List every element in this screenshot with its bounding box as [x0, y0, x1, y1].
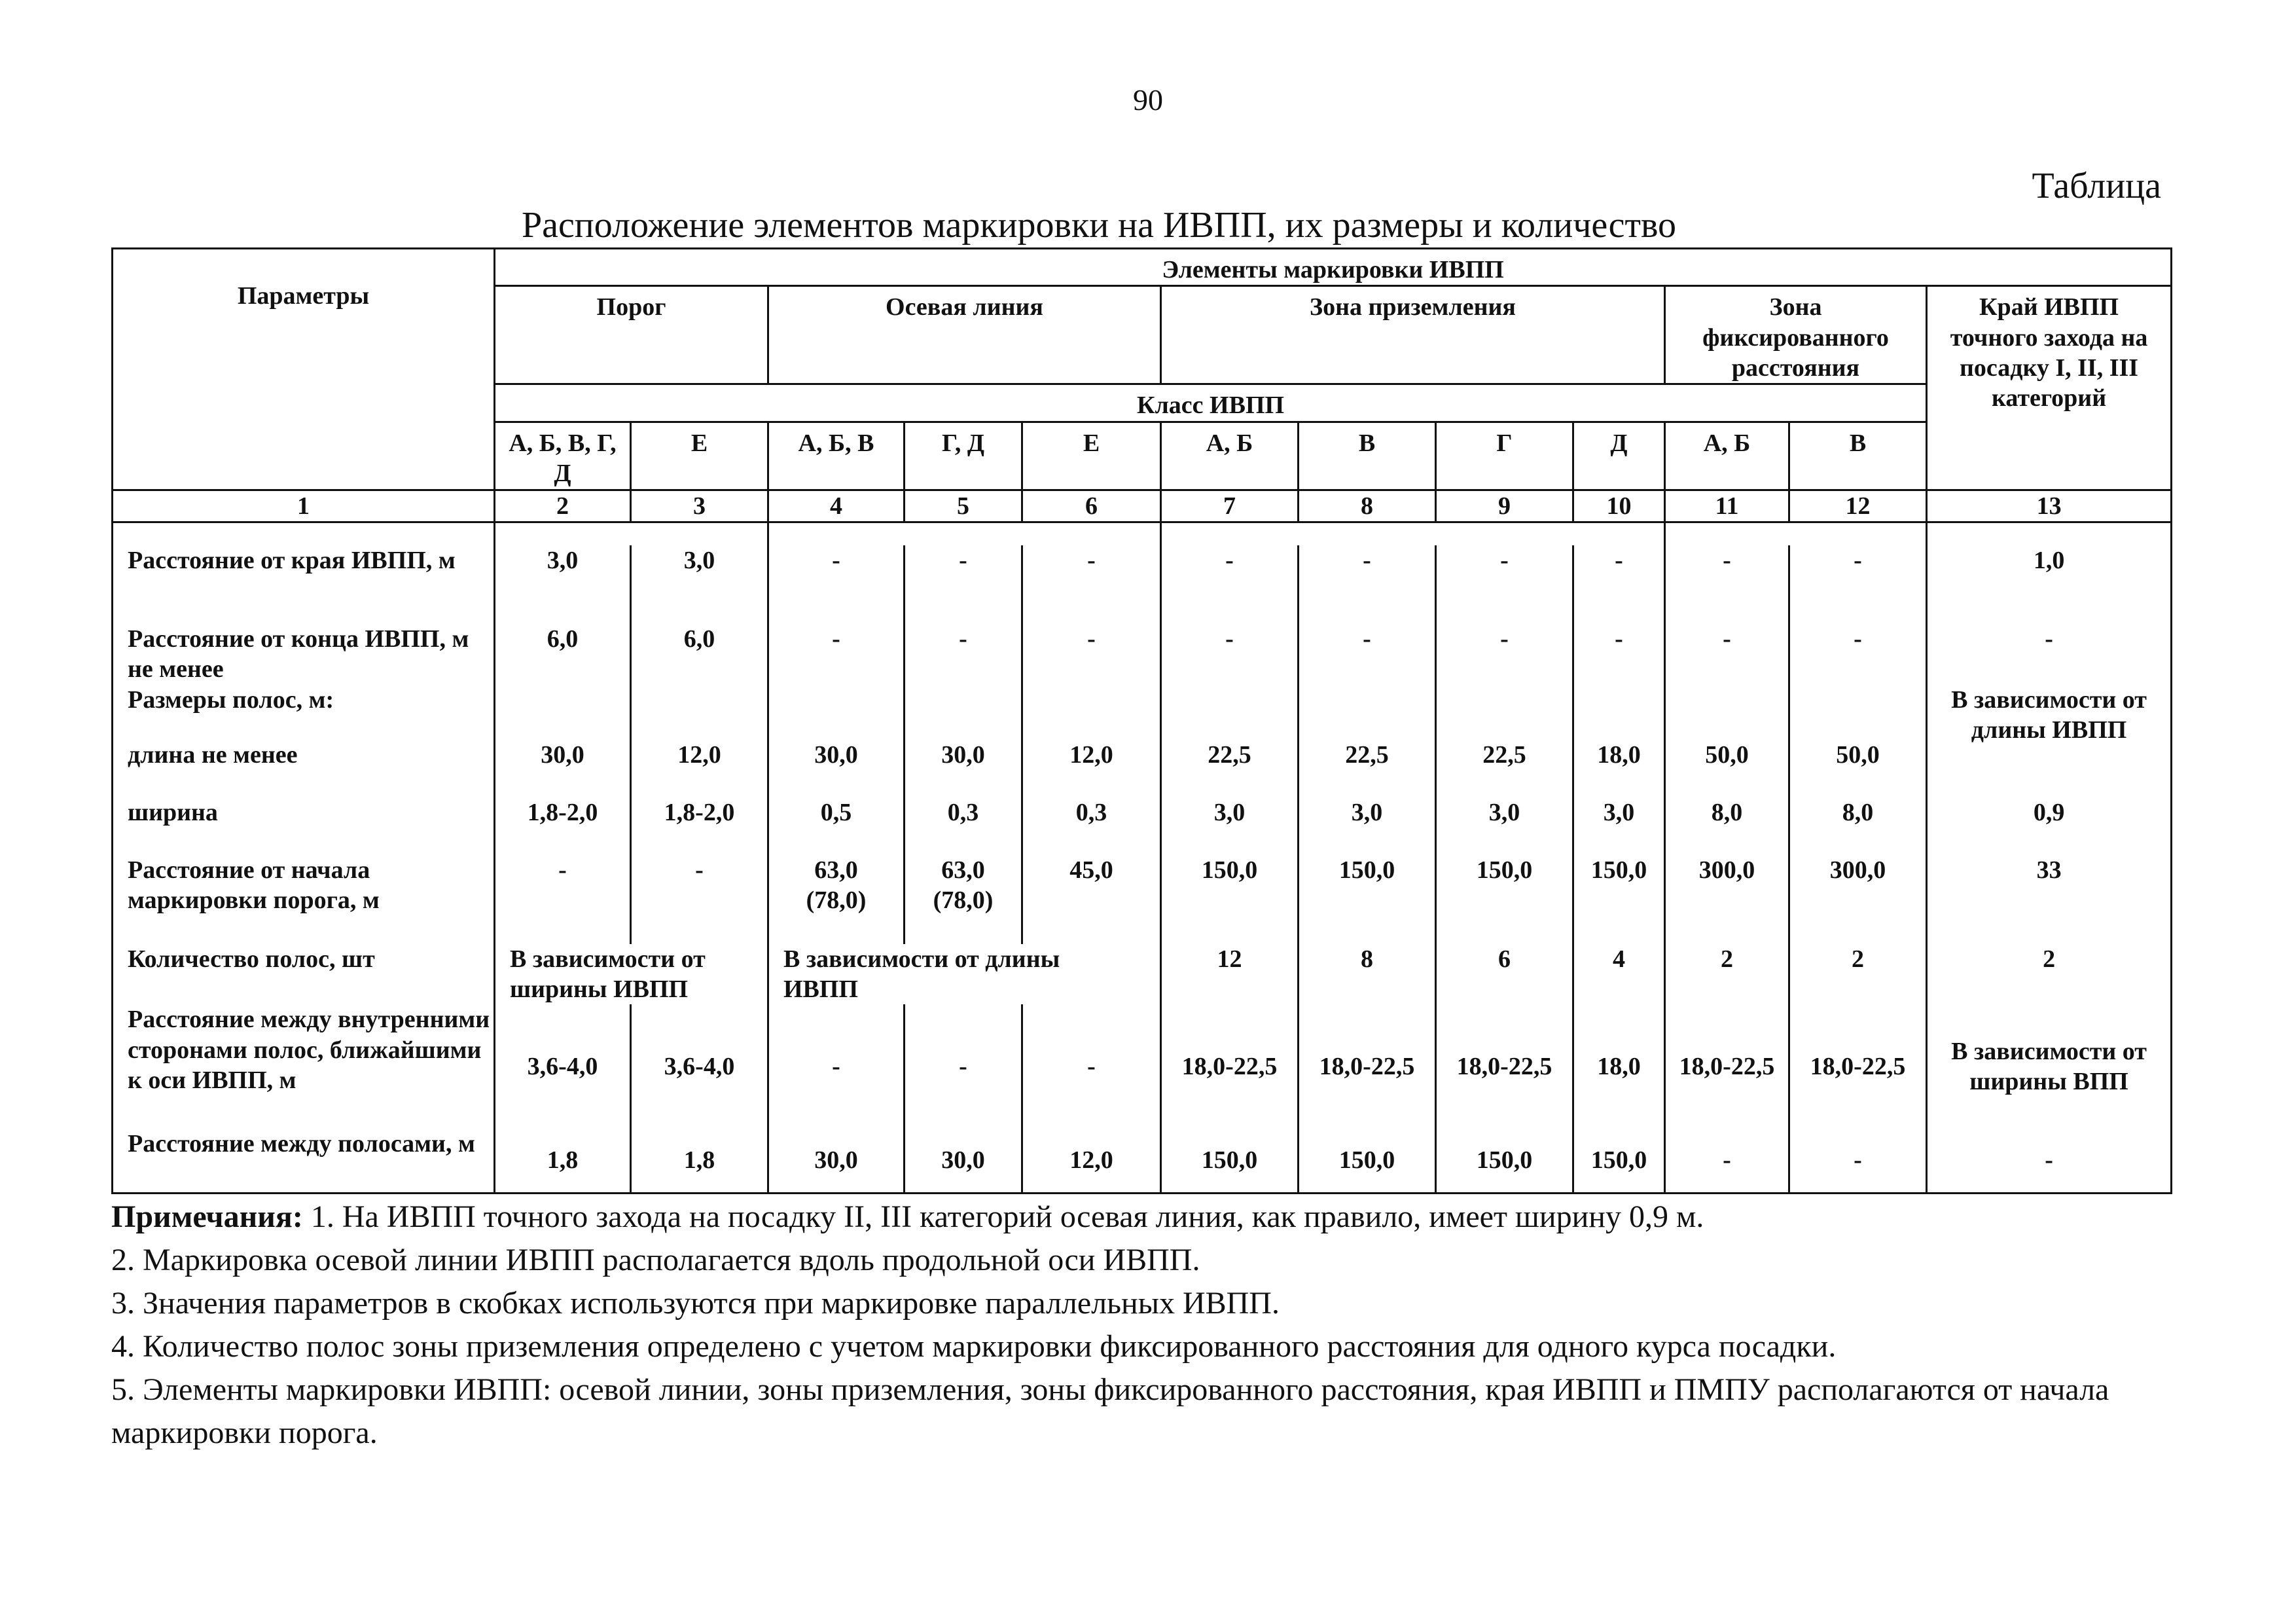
table-cell: - [1161, 624, 1299, 685]
column-number: 10 [1573, 490, 1665, 522]
table-cell: - [1573, 624, 1665, 685]
table-cell: - [1927, 1129, 2172, 1193]
header-edge: Край ИВПП точного захода на посадку I, II, III категорий [1927, 286, 2172, 490]
table-cell: 3,0 [1161, 797, 1299, 855]
table-cell: 18,0-22,5 [1299, 1004, 1436, 1129]
row-label: Расстояние от начала маркировки порога, м [113, 855, 495, 944]
row-label: Расстояние от края ИВПП, м [113, 545, 495, 624]
class-cell: Е [1022, 422, 1161, 490]
table-cell: - [768, 545, 905, 624]
table-cell: - [1789, 1129, 1927, 1193]
table-cell: 6,0 [631, 624, 768, 685]
table-cell: 63,0 (78,0) [768, 855, 905, 944]
table-cell: 3,6-4,0 [495, 1004, 631, 1129]
table-title: Расположение элементов маркировки на ИВПП, их размеры и количество [521, 205, 1677, 246]
class-cell: Д [1573, 422, 1665, 490]
table-cell: 12,0 [1022, 1129, 1161, 1193]
table-cell: 150,0 [1161, 855, 1299, 944]
table-cell: 30,0 [768, 1129, 905, 1193]
column-number: 13 [1927, 490, 2172, 522]
table-cell: - [1665, 545, 1789, 624]
class-cell: Е [631, 422, 768, 490]
table-cell: 3,0 [1299, 797, 1436, 855]
table-cell: - [495, 855, 631, 944]
page-number: 90 [1133, 83, 1163, 117]
table-cell: - [905, 1004, 1022, 1129]
table-cell: 150,0 [1299, 1129, 1436, 1193]
notes-heading: Примечания: [111, 1199, 303, 1234]
table-cell: - [1022, 1004, 1161, 1129]
table-cell: 1,0 [1927, 545, 2172, 624]
table-cell: 30,0 [768, 740, 905, 797]
column-number: 9 [1436, 490, 1573, 522]
header-params: Параметры [113, 249, 495, 490]
table-cell: 0,3 [905, 797, 1022, 855]
table-cell: - [1299, 545, 1436, 624]
notes [111, 1195, 2179, 1455]
table-cell: - [905, 545, 1022, 624]
table-cell: 3,0 [1573, 797, 1665, 855]
table-cell: 8,0 [1789, 797, 1927, 855]
column-number: 5 [905, 490, 1022, 522]
table-cell: - [1436, 545, 1573, 624]
table-cell: 3,0 [495, 545, 631, 624]
row-label: Расстояние от конца ИВПП, м не менее [113, 624, 495, 685]
table-cell: В зависимости от ширины ИВПП [495, 944, 768, 1005]
header-centerline: Осевая линия [768, 286, 1161, 384]
table-cell: - [1573, 545, 1665, 624]
row-label: ширина [113, 797, 495, 855]
row-label: длина не менее [113, 740, 495, 797]
table-cell: 150,0 [1161, 1129, 1299, 1193]
column-number: 12 [1789, 490, 1927, 522]
class-cell: В [1789, 422, 1927, 490]
note-5: 5. Элементы маркировки ИВПП: осевой линии, зоны приземления, зоны фиксированного расстояния, края ИВПП и ПМПУ располагаются от начала маркировки порога. [111, 1372, 2109, 1450]
table-cell: 18,0-22,5 [1161, 1004, 1299, 1129]
table-cell: 1,8 [631, 1129, 768, 1193]
table-cell: 50,0 [1665, 740, 1789, 797]
table-cell: 150,0 [1436, 1129, 1573, 1193]
markings-table [111, 247, 2172, 1194]
table-cell: - [631, 855, 768, 944]
table-cell: 2 [1927, 944, 2172, 1005]
table-cell: 300,0 [1789, 855, 1927, 944]
table-cell: - [1161, 545, 1299, 624]
table-cell: 2 [1789, 944, 1927, 1005]
table-cell: - [905, 624, 1022, 685]
table-cell: 33 [1927, 855, 2172, 944]
table-cell: 300,0 [1665, 855, 1789, 944]
table-cell: 12,0 [1022, 740, 1161, 797]
row-label: Расстояние между внутренними сторонами полос, ближайшими к оси ИВПП, м [113, 1004, 495, 1129]
table-cell: 2 [1665, 944, 1789, 1005]
table-cell: 12 [1161, 944, 1299, 1005]
column-number: 4 [768, 490, 905, 522]
table-cell: 50,0 [1789, 740, 1927, 797]
row-label: Размеры полос, м: [113, 685, 495, 740]
note-1-text: 1. На ИВПП точного захода на посадку II, III категорий осевая линия, как правило, имеет ширину 0,9 м. [302, 1199, 1704, 1234]
header-threshold: Порог [495, 286, 768, 384]
table-cell: - [1299, 624, 1436, 685]
class-cell: В [1299, 422, 1436, 490]
class-cell: А, Б [1161, 422, 1299, 490]
header-touchdown: Зона приземления [1161, 286, 1665, 384]
row-label: Расстояние между полосами, м [113, 1129, 495, 1193]
column-number: 6 [1022, 490, 1161, 522]
table-cell: 22,5 [1436, 740, 1573, 797]
table-cell: 8 [1299, 944, 1436, 1005]
table-cell: 150,0 [1573, 1129, 1665, 1193]
column-number: 7 [1161, 490, 1299, 522]
table-cell: 6,0 [495, 624, 631, 685]
table-cell: 3,6-4,0 [631, 1004, 768, 1129]
note-1 [111, 1195, 2179, 1239]
column-number: 3 [631, 490, 768, 522]
table-cell: 30,0 [905, 1129, 1022, 1193]
table-cell: - [768, 1004, 905, 1129]
header-fixed-distance: Зона фиксированного расстояния [1665, 286, 1927, 384]
table-cell: 150,0 [1573, 855, 1665, 944]
class-cell: А, Б, В [768, 422, 905, 490]
table-cell: 30,0 [905, 740, 1022, 797]
table-cell: 1,8 [495, 1129, 631, 1193]
note-3: 3. Значения параметров в скобках используются при маркировке параллельных ИВПП. [111, 1286, 1280, 1321]
class-cell: А, Б [1665, 422, 1789, 490]
table-cell: - [1665, 624, 1789, 685]
table-cell: 3,0 [1436, 797, 1573, 855]
table-cell: 18,0-22,5 [1436, 1004, 1573, 1129]
column-number: 11 [1665, 490, 1789, 522]
class-cell: Г [1436, 422, 1573, 490]
table-cell: 1,8-2,0 [631, 797, 768, 855]
table-cell: 0,9 [1927, 797, 2172, 855]
class-cell: Г, Д [905, 422, 1022, 490]
table-cell: 3,0 [631, 545, 768, 624]
table-cell: 45,0 [1022, 855, 1161, 944]
note-2: 2. Маркировка осевой линии ИВПП располагается вдоль продольной оси ИВПП. [111, 1243, 1200, 1277]
table-cell: - [1436, 624, 1573, 685]
table-cell: 8,0 [1665, 797, 1789, 855]
table-cell: - [768, 624, 905, 685]
table-cell: 0,5 [768, 797, 905, 855]
table-cell: В зависимости от ширины ВПП [1927, 1004, 2172, 1129]
table-cell: 18,0 [1573, 1004, 1665, 1129]
table-cell: 150,0 [1299, 855, 1436, 944]
table-cell: В зависимости от длины ИВПП [768, 944, 1161, 1005]
table-cell: - [1927, 624, 2172, 685]
column-number: 1 [113, 490, 495, 522]
table-cell: 0,3 [1022, 797, 1161, 855]
table-cell: 22,5 [1299, 740, 1436, 797]
table-cell: 22,5 [1161, 740, 1299, 797]
table-cell: - [1022, 545, 1161, 624]
header-class: Класс ИВПП [495, 384, 1927, 422]
table-cell: - [1022, 624, 1161, 685]
table-cell: 150,0 [1436, 855, 1573, 944]
table-cell: В зависимости от длины ИВПП [1927, 685, 2172, 797]
table-cell: 18,0-22,5 [1789, 1004, 1927, 1129]
table-cell: - [1665, 1129, 1789, 1193]
row-label: Количество полос, шт [113, 944, 495, 1005]
column-number: 2 [495, 490, 631, 522]
class-cell: А, Б, В, Г, Д [495, 422, 631, 490]
table-cell: 12,0 [631, 740, 768, 797]
table-cell: - [1789, 545, 1927, 624]
note-4: 4. Количество полос зоны приземления определено с учетом маркировки фиксированного расстояния для одного курса посадки. [111, 1329, 1837, 1364]
table-caption: Таблица [2032, 166, 2161, 206]
table-cell: 18,0-22,5 [1665, 1004, 1789, 1129]
table-cell: 4 [1573, 944, 1665, 1005]
table-cell: 30,0 [495, 740, 631, 797]
table-cell: 1,8-2,0 [495, 797, 631, 855]
column-number: 8 [1299, 490, 1436, 522]
table-cell: - [1789, 624, 1927, 685]
table-cell: 6 [1436, 944, 1573, 1005]
table-cell: 18,0 [1573, 740, 1665, 797]
header-elements: Элементы маркировки ИВПП [495, 249, 2172, 286]
table-cell: 63,0 (78,0) [905, 855, 1022, 944]
